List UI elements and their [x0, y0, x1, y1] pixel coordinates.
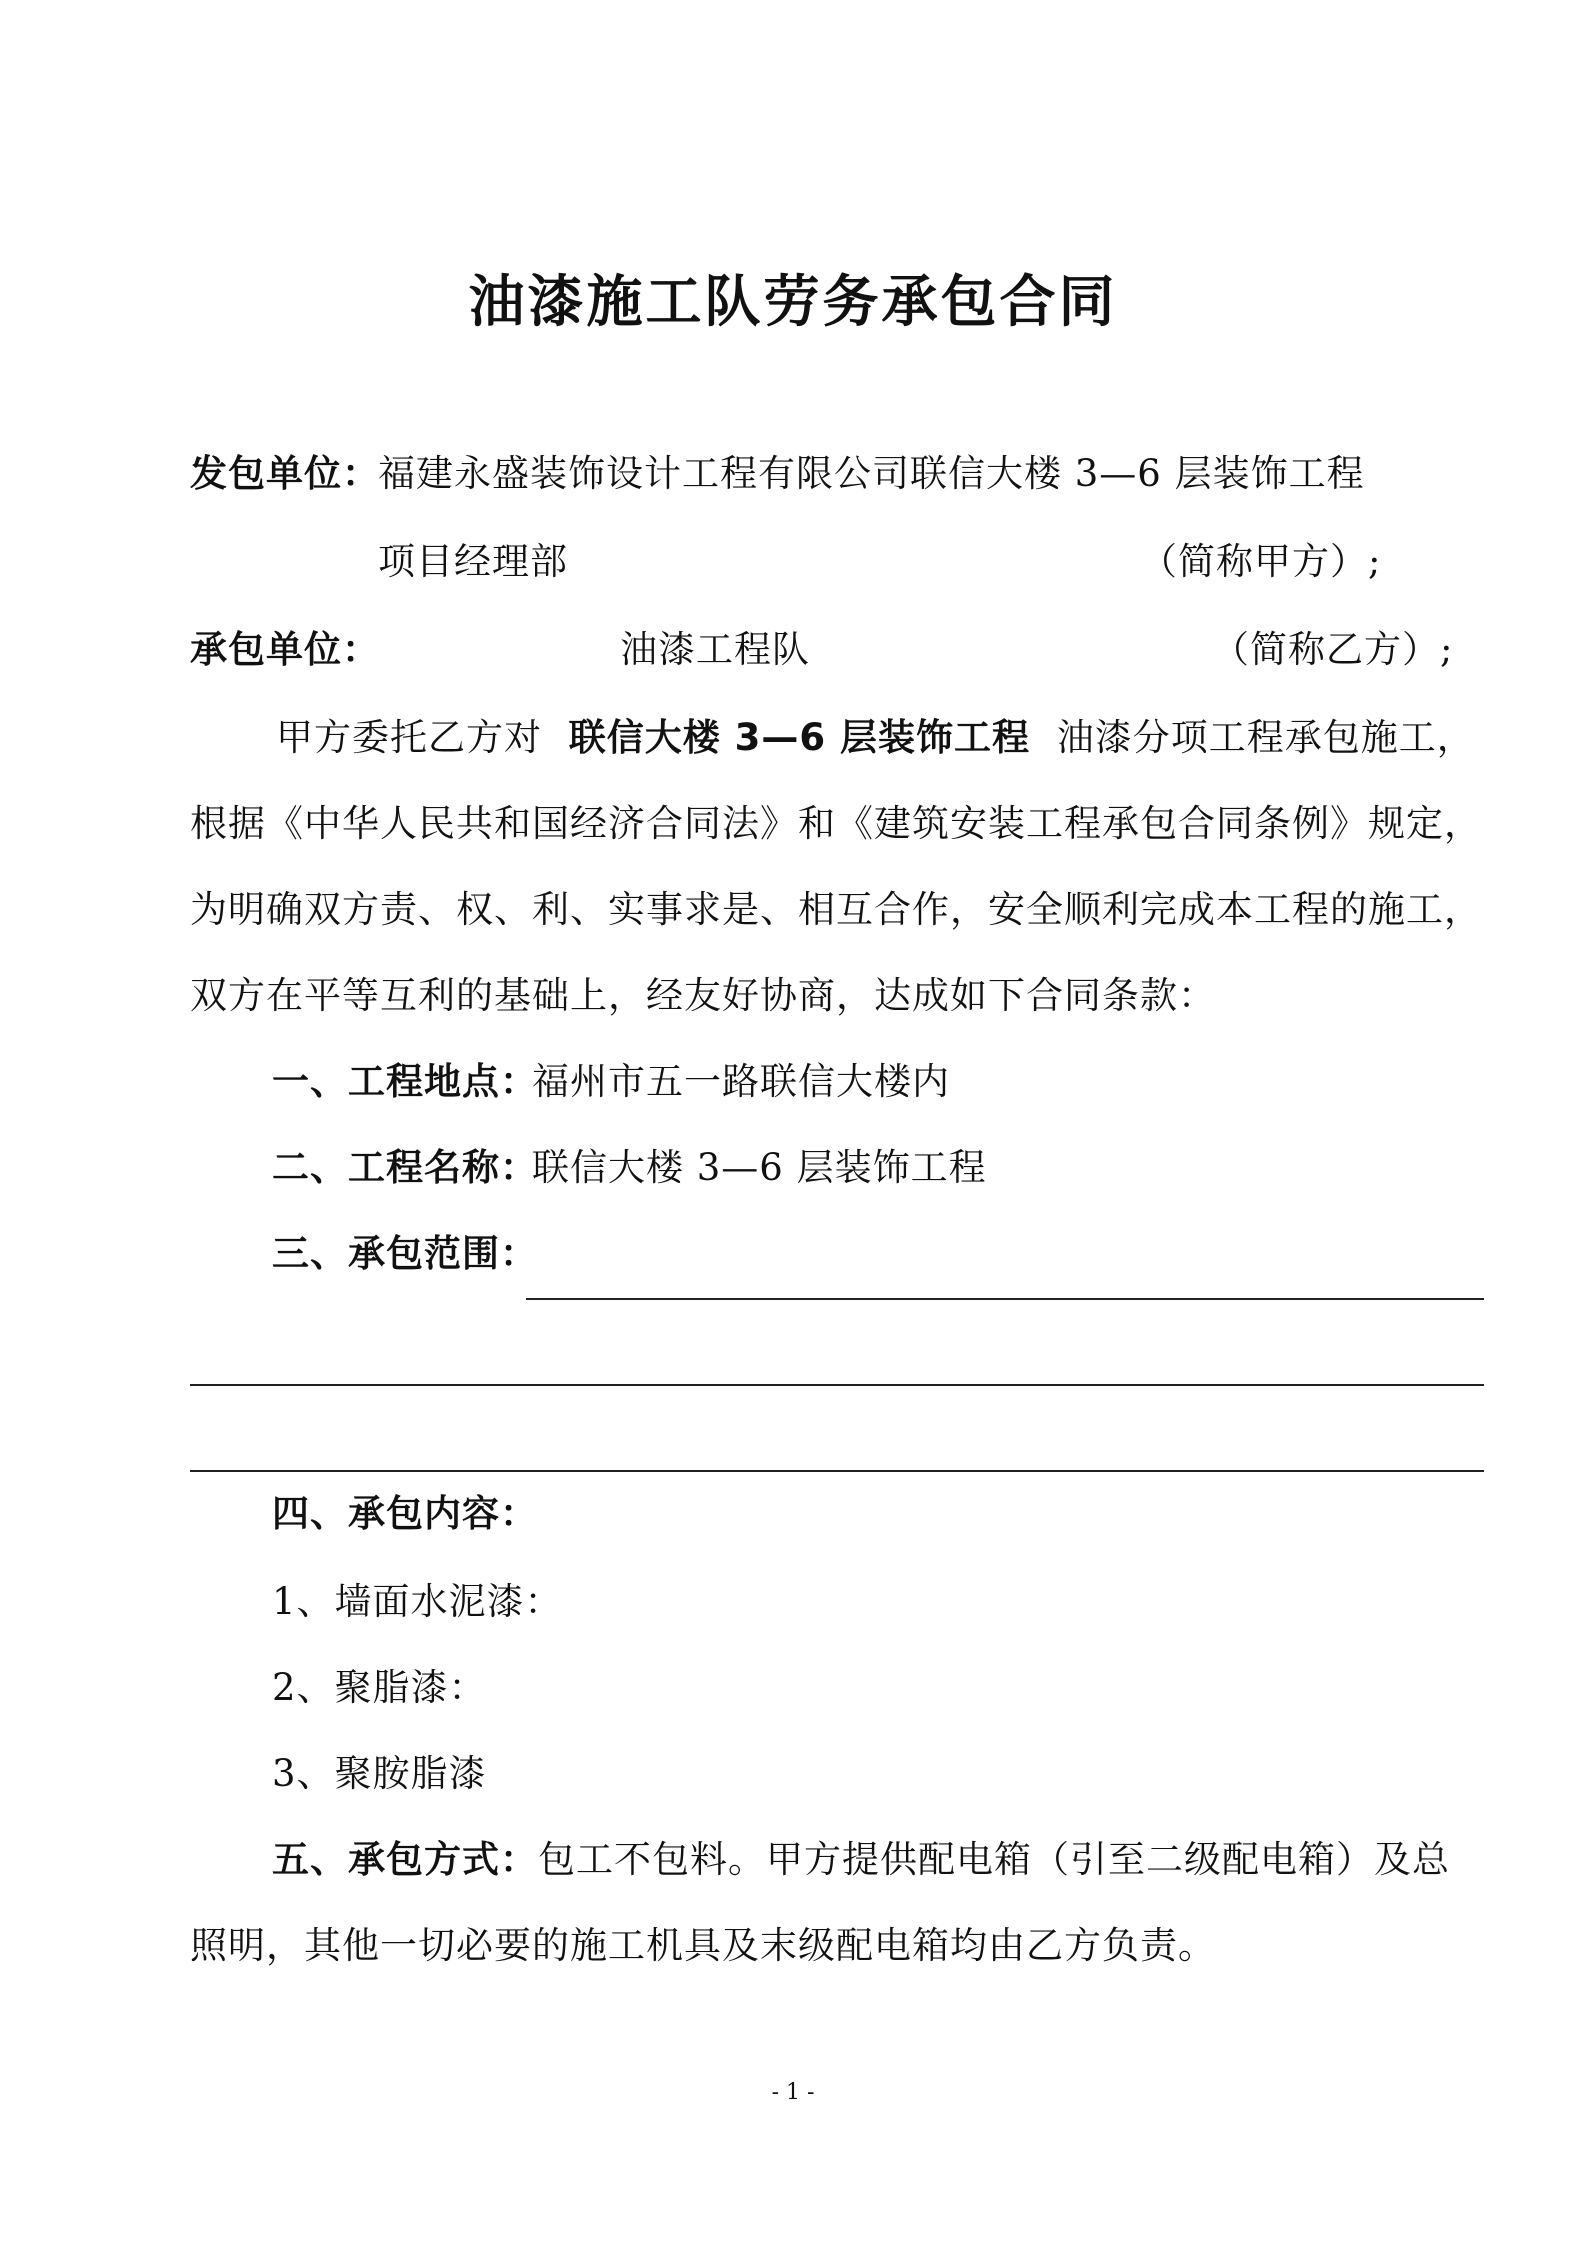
- clause-content-label: 四、承包内容：: [272, 1492, 538, 1535]
- scope-blank-line-3: [190, 1470, 1484, 1472]
- scope-blank-line-2: [190, 1384, 1484, 1386]
- contractor-name: 油漆工程队: [620, 628, 810, 671]
- content-item-3: 3、聚胺脂漆: [272, 1752, 487, 1795]
- content-item-1: 1、墙面水泥漆：: [272, 1580, 563, 1623]
- intro-part2: 油漆分项工程承包施工，: [1056, 716, 1475, 759]
- clause-location-label: 一、工程地点：: [272, 1060, 538, 1103]
- contractor-alias: （简称乙方）;: [1212, 628, 1454, 671]
- intro-part1: 甲方委托乙方对: [276, 716, 542, 759]
- employer-name-line1: 福建永盛装饰设计工程有限公司联信大楼 3—6 层装饰工程: [378, 452, 1365, 495]
- clause-method-label: 五、承包方式：: [272, 1838, 538, 1881]
- clause-location-value: 福州市五一路联信大楼内: [532, 1060, 950, 1103]
- intro-project-name: 联信大楼 3—6 层装饰工程: [568, 716, 1031, 759]
- intro-line3: 为明确双方责、权、利、实事求是、相互合作，安全顺利完成本工程的施工，: [190, 888, 1482, 931]
- intro-text: [276, 714, 1475, 762]
- employer-name-line2: 项目经理部: [378, 540, 568, 583]
- intro-line2: 根据《中华人民共和国经济合同法》和《建筑安装工程承包合同条例》规定，: [190, 802, 1482, 845]
- clause-method: [272, 1836, 1450, 1884]
- clause-method-value-line2: 照明，其他一切必要的施工机具及末级配电箱均由乙方负责。: [190, 1924, 1216, 1967]
- intro-line4: 双方在平等互利的基础上，经友好协商，达成如下合同条款：: [190, 974, 1216, 1017]
- clause-method-value-line1: 包工不包料。甲方提供配电箱（引至二级配电箱）及总: [538, 1838, 1450, 1881]
- document-title: 油漆施工队劳务承包合同: [468, 270, 1118, 335]
- employer-label: 发包单位：: [190, 452, 380, 495]
- scope-blank-line-1: [526, 1298, 1484, 1300]
- employer-alias: （简称甲方）;: [1140, 540, 1382, 583]
- contractor-label: 承包单位：: [190, 628, 380, 671]
- clause-project-name-value: 联信大楼 3—6 层装饰工程: [532, 1146, 987, 1189]
- page-number: - 1 -: [771, 2080, 815, 2105]
- content-item-2: 2、聚脂漆：: [272, 1666, 487, 1709]
- clause-project-name-label: 二、工程名称：: [272, 1146, 538, 1189]
- clause-scope-label: 三、承包范围：: [272, 1232, 538, 1275]
